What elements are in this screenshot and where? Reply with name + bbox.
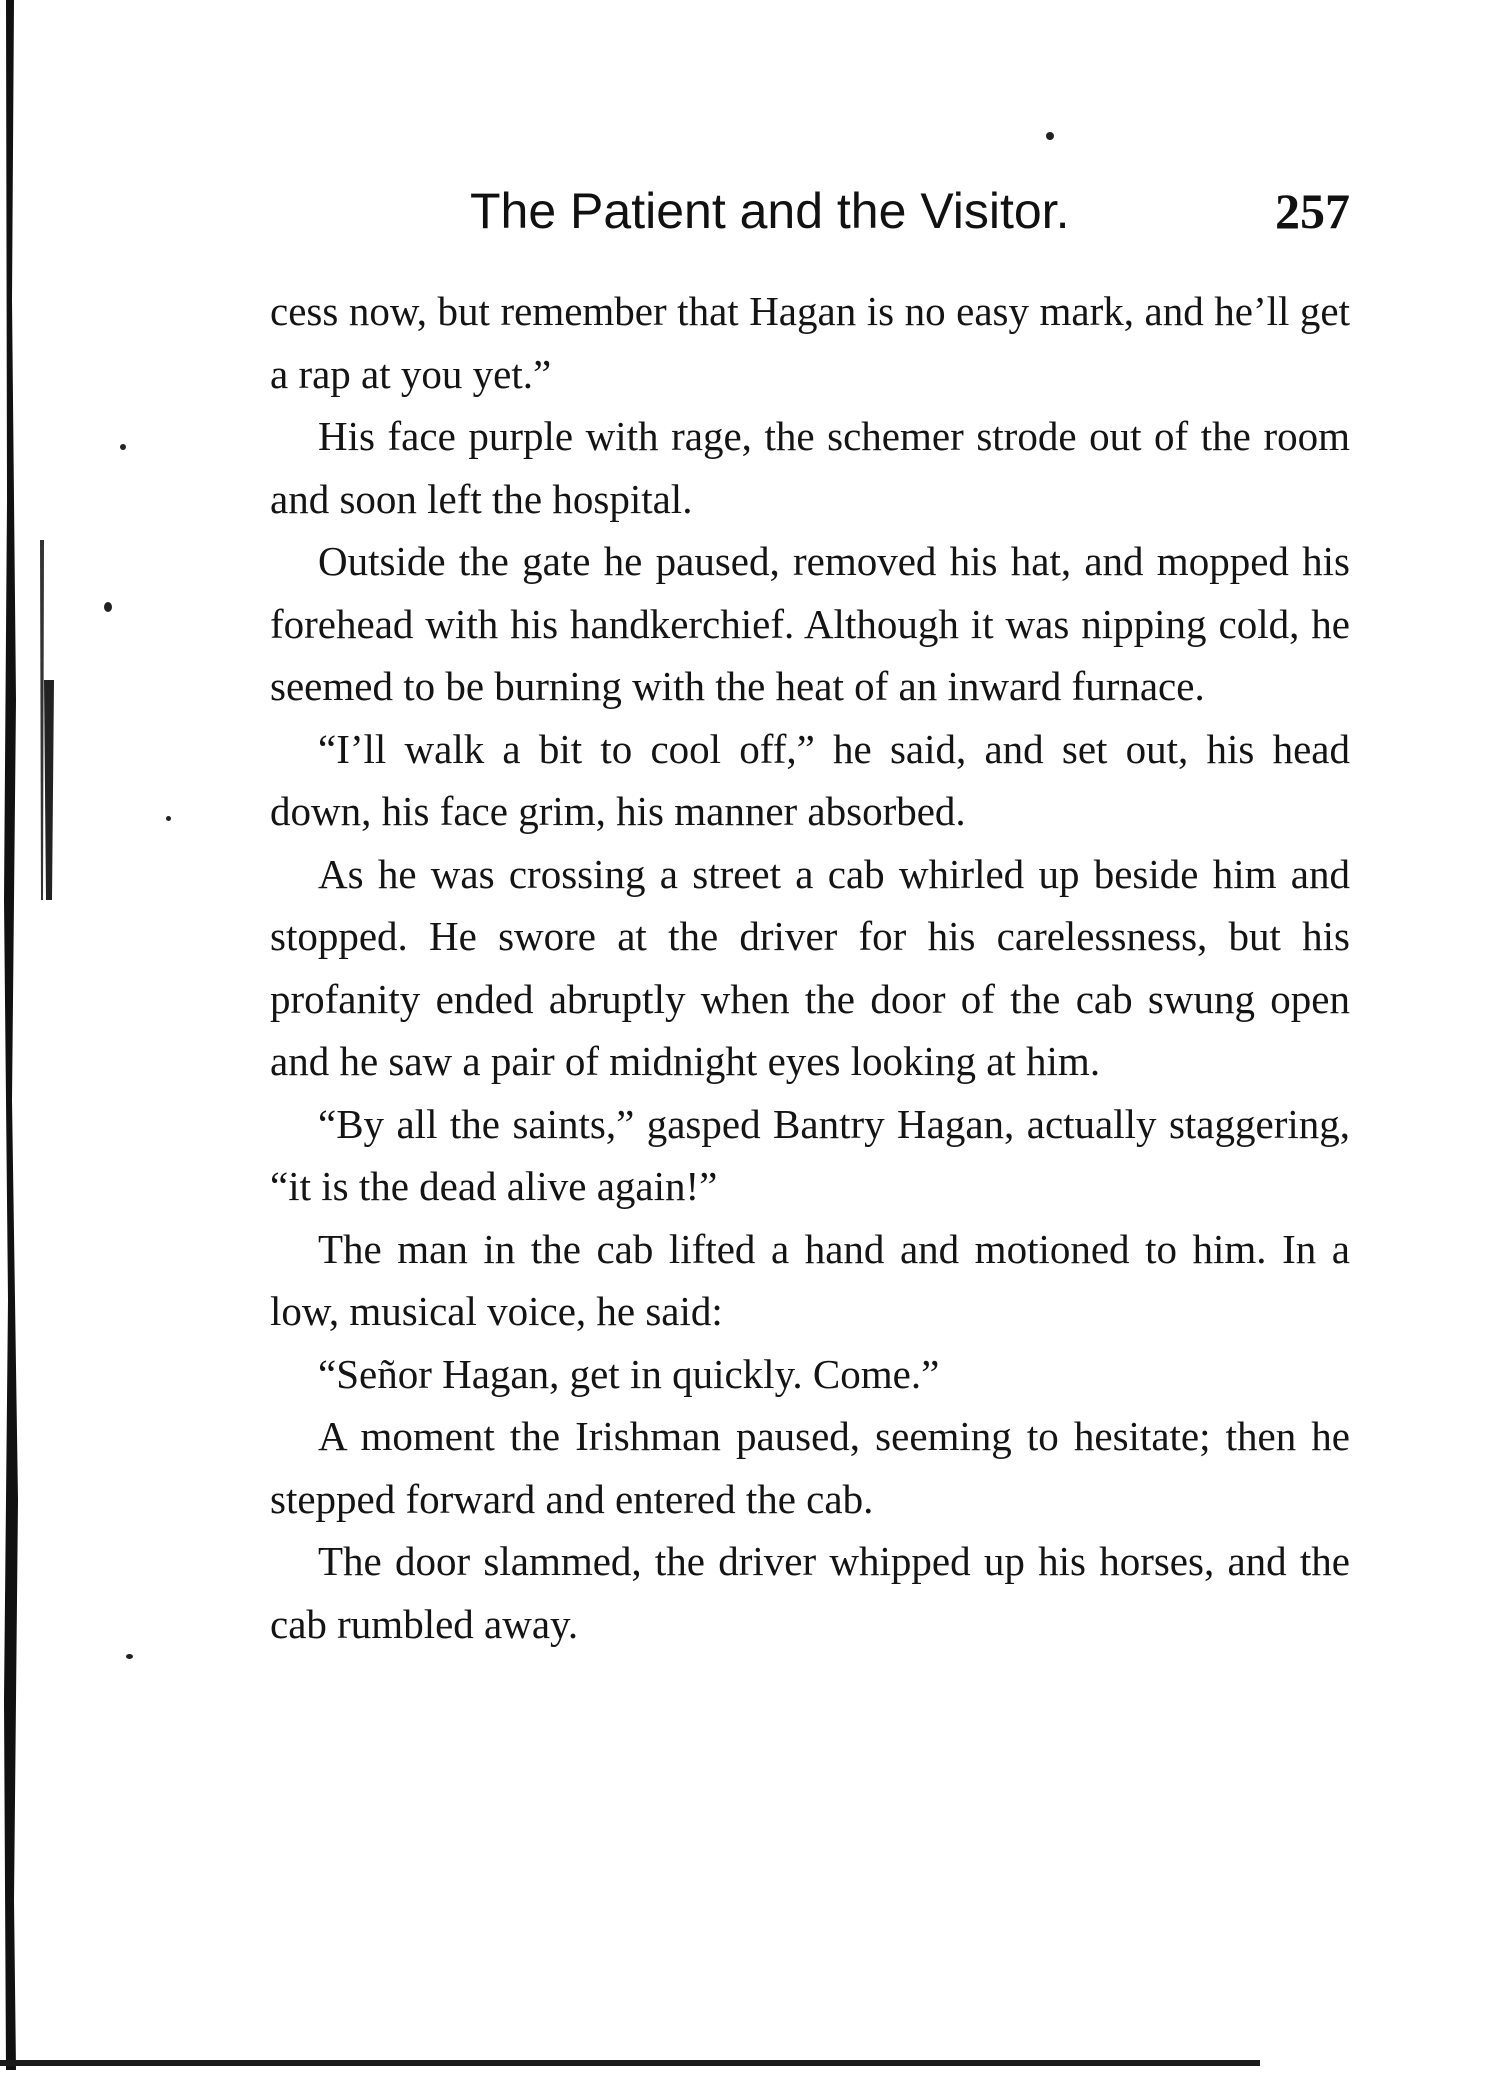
paragraph: The man in the cab lifted a hand and motioned to him. In a low, musical voice, he said: (270, 1225, 1350, 1334)
paragraph: “By all the saints,” gasped Bantry Hagan, actually staggering, “it is the dead alive again!” (270, 1100, 1350, 1209)
scan-speck (126, 1654, 133, 1659)
scan-speck (120, 444, 126, 450)
paragraph: His face purple with rage, the schemer strode out of the room and soon left the hospital. (270, 413, 1350, 522)
paragraph: “Señor Hagan, get in quickly. Come.” (318, 1350, 940, 1397)
body-text (270, 280, 1350, 1655)
paragraph: Outside the gate he paused, removed his hat, and mopped his forehead with his handkerchief. Although it was nipping cold, he seemed to be burning with the heat of an inward furnace. (270, 538, 1350, 709)
scan-speck (1046, 132, 1054, 140)
page-number: 257 (1275, 183, 1350, 239)
bottom-rule (0, 2060, 1260, 2066)
paragraph: The door slammed, the driver whipped up his horses, and the cab rumbled away. (270, 1538, 1350, 1647)
running-title: The Patient and the Visitor. (470, 183, 1070, 239)
paragraph: “I’ll walk a bit to cool off,” he said, and set out, his head down, his face grim, his manner absorbed. (270, 725, 1350, 834)
scan-speck (104, 602, 112, 612)
paragraph: As he was crossing a street a cab whirled up beside him and stopped. He swore at the driver for his carelessness, but his profanity ended abruptly when the door of the cab swung open and he saw a pair of midnight eyes looking at him. (270, 850, 1350, 1084)
binding-edge (0, 0, 60, 2092)
scan-speck (166, 816, 171, 821)
page-header (270, 182, 1350, 252)
paragraph: A moment the Irishman paused, seeming to hesitate; then he stepped forward and entered the cab. (270, 1413, 1350, 1522)
paragraph: cess now, but remember that Hagan is no easy mark, and he’ll get a rap at you yet.” (270, 288, 1350, 397)
